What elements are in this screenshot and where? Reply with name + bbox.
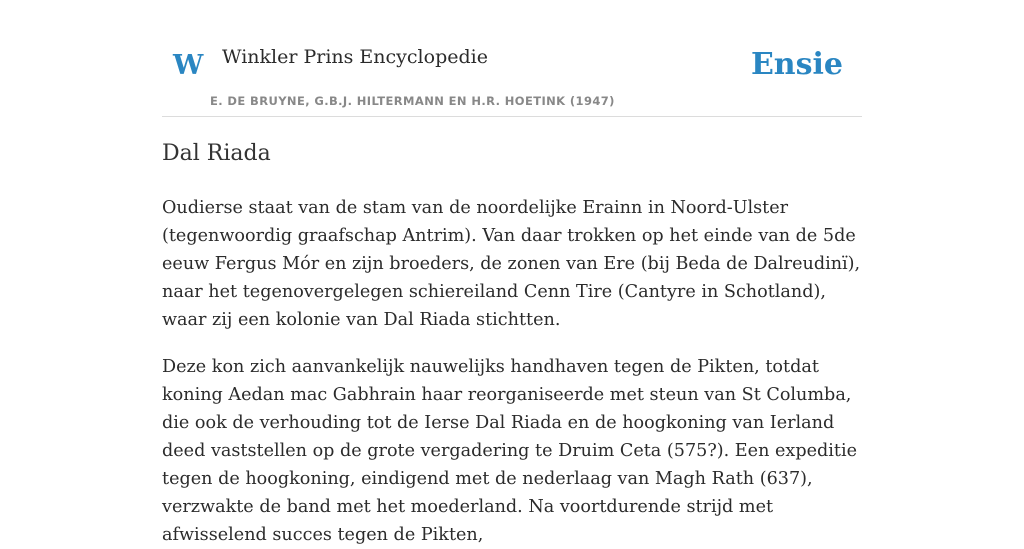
article-paragraph: Deze kon zich aanvankelijk nauwelijks handhaven tegen de Pikten, totdat koning Aedan mac Gabhrain haar reorganiseerde met steun van St Columba, die ook de verhouding tot de Ierse Dal Riada en de hoogkoning van Ierland deed vaststellen op de grote vergadering te Druim Ceta (575?). Een expeditie tegen de hoogkoning, eindigend met de nederlaag van Magh Rath (637), verzwakte de band met het moederland. Na voortdurende strijd met afwisselend succes tegen de Pikten,	[162, 357, 857, 545]
source-header	[162, 0, 862, 117]
article	[162, 138, 866, 549]
ensie-brand-link[interactable]: Ensie	[750, 47, 843, 82]
article-paragraph: Oudierse staat van de stam van de noordelijke Erainn in Noord-Ulster (tegenwoordig graafschap Antrim). Van daar trokken op het einde van de 5de eeuw Fergus Mór en zijn broeders, de zonen van Ere (bij Beda de Dalreudinï), naar het tegenovergelegen schiereiland Cenn Tire (Cantyre in Schotland), waar zij een kolonie van Dal Riada stichtten.	[162, 198, 861, 330]
source-authors: E. DE BRUYNE, G.B.J. HILTERMANN EN H.R. HOETINK (1947)	[210, 94, 615, 108]
article-title: Dal Riada	[162, 141, 271, 166]
source-title[interactable]: Winkler Prins Encyclopedie	[222, 46, 488, 68]
source-logo: W	[173, 50, 204, 81]
